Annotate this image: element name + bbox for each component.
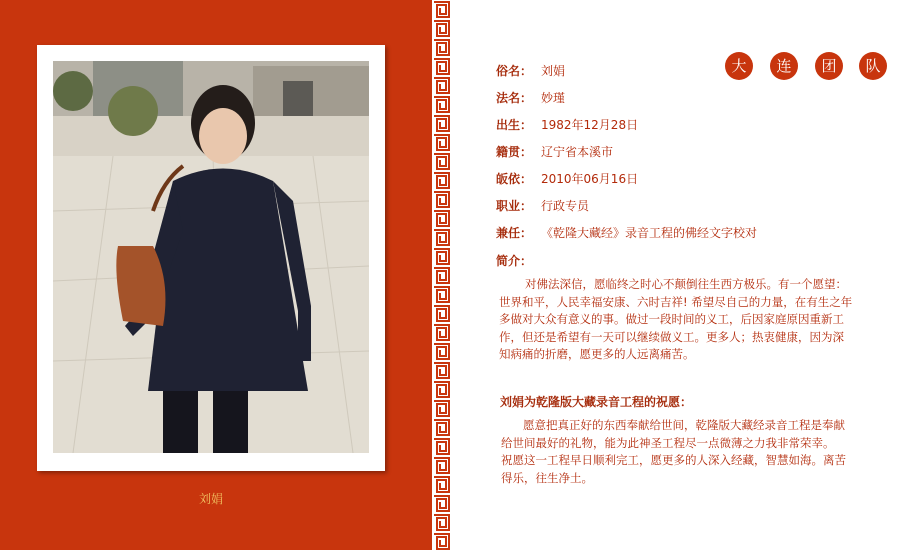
label-intro: 简介： [496, 254, 533, 268]
wish-line: 祝愿这一工程早日顺利完工，愿更多的人深入经藏，智慧如海。离苦 [501, 453, 846, 467]
value-dharma-name: 妙瑾 [541, 91, 566, 105]
intro-paragraph [499, 276, 852, 364]
decorative-border [432, 0, 451, 550]
label-refuge: 皈依： [496, 172, 533, 186]
intro-line: 对佛法深信，愿临终之时心不颠倒往生西方极乐。有一个愿望： [525, 277, 847, 291]
label-concurrent: 兼任： [496, 226, 533, 240]
portrait-photo [53, 61, 369, 453]
badge-dui: 队 [859, 52, 887, 80]
value-concurrent: 《乾隆大藏经》录音工程的佛经文字校对 [541, 226, 758, 240]
value-birth: 1982年12月28日 [541, 118, 639, 132]
wish-line: 给世间最好的礼物，能为此神圣工程尽一点微薄之力我非常荣幸。 [501, 435, 835, 450]
wish-paragraph [501, 417, 846, 487]
label-dharma-name: 法名： [496, 91, 533, 105]
wish-title: 刘娟为乾隆版大藏录音工程的祝愿： [500, 395, 693, 409]
wish-line: 得乐，往生净土。 [501, 470, 593, 485]
badge-da: 大 [725, 52, 753, 80]
badge-tuan: 团 [815, 52, 843, 80]
intro-line: 多做对大众有意义的事。做过一段时间的义工，后因家庭原因重新工 [499, 312, 844, 326]
label-hometown: 籍贯： [496, 145, 533, 159]
intro-line: 世界和平，人民幸福安康、六时吉祥! 希望尽自己的力量，在有生之年 [499, 294, 853, 309]
label-occupation: 职业： [496, 199, 533, 213]
value-occupation: 行政专员 [541, 199, 590, 213]
value-secular-name: 刘娟 [541, 64, 566, 78]
wish-line: 愿意把真正好的东西奉献给世间，乾隆版大藏经录音工程是奉献 [523, 418, 845, 432]
value-hometown: 辽宁省本溪市 [541, 145, 614, 159]
badge-lian: 连 [770, 52, 798, 80]
intro-line: 作，但还是希望有一天可以继续做义工。更多人；热衷健康，因为深 [499, 329, 844, 344]
left-panel [0, 0, 432, 550]
intro-line: 知病痛的折磨，愿更多的人远离痛苦。 [499, 347, 695, 361]
photo-caption: 刘娟 [198, 492, 223, 506]
value-refuge: 2010年06月16日 [541, 172, 639, 186]
label-birth: 出生： [496, 118, 533, 132]
photo-frame [37, 45, 385, 471]
label-secular-name: 俗名： [496, 64, 533, 78]
